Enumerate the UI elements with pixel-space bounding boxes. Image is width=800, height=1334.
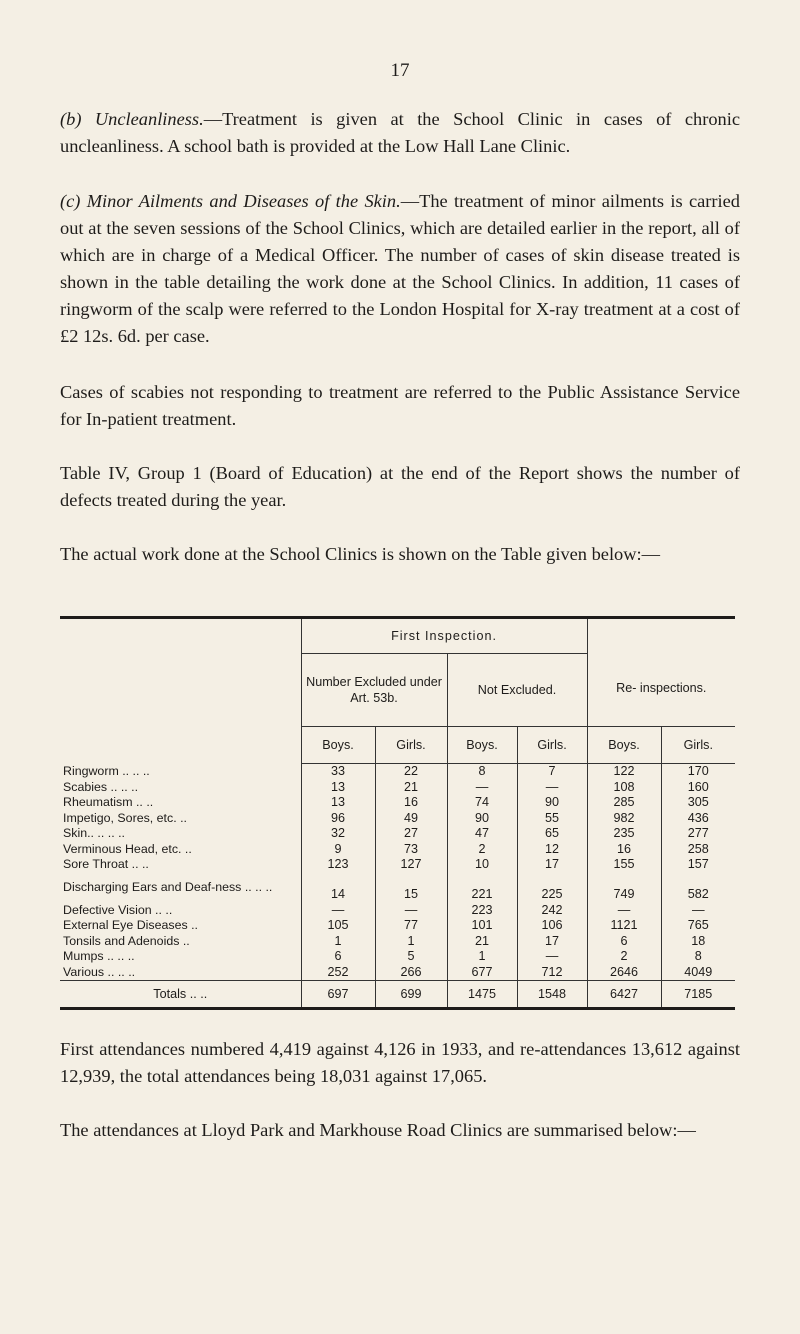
table-row	[60, 949, 735, 965]
table-cell: 77	[375, 918, 447, 934]
paragraph-uncleanliness	[60, 106, 740, 160]
table-cell: 4049	[661, 965, 735, 981]
table-cell: 2646	[587, 965, 661, 981]
table-row	[60, 764, 735, 780]
table-cell: —	[301, 903, 375, 919]
table-cell: —	[447, 780, 517, 796]
table-row	[60, 934, 735, 950]
row-label: Various .. .. ..	[63, 964, 136, 979]
paragraph-minor-ailments	[60, 188, 740, 350]
table-cell: 436	[661, 811, 735, 827]
text-uncleanliness: —Treatment is given at the School Clinic in cases of chronic uncleanliness. A school bath is provided at the Low Hall Lane Clinic.	[60, 109, 740, 156]
paragraph-scabies: Cases of scabies not responding to treatment are referred to the Public Assistance Service for In-patient treatment.	[60, 382, 740, 429]
table-cell: 712	[517, 965, 587, 981]
table-cell: 7	[517, 764, 587, 780]
table-cell: 90	[517, 795, 587, 811]
table-cell: 108	[587, 780, 661, 796]
table-cell: 105	[301, 918, 375, 934]
sub-header-boys: Boys.	[447, 727, 517, 764]
row-label: Tonsils and Adenoids ..	[63, 933, 190, 948]
table-cell: 1	[447, 949, 517, 965]
table-cell: 5	[375, 949, 447, 965]
table-cell: 305	[661, 795, 735, 811]
text-minor-ailments: —The treatment of minor ailments is carried out at the seven sessions of the School Clinics, which are detailed earlier in the report, all of which are in charge of a Medical Officer. The number of cases of skin disease treated is shown in the table detailing the work done at the School Clinics. In addition, 11 cases of ringworm of the scalp were referred to the London Hospital for X-ray treatment at a cost of £2 12s. 6d. per case.	[60, 191, 740, 346]
totals-cell: 697	[301, 981, 375, 1009]
table-cell: 6	[301, 949, 375, 965]
table-cell: 285	[587, 795, 661, 811]
first-inspection-header: First Inspection.	[301, 618, 587, 654]
row-label: Discharging Ears and Deaf-ness .. .. ..	[63, 880, 273, 895]
sub-header-boys: Boys.	[587, 727, 661, 764]
table-cell: 32	[301, 826, 375, 842]
table-row	[60, 795, 735, 811]
table-cell: 258	[661, 842, 735, 858]
table-row	[60, 857, 735, 873]
table-cell: 10	[447, 857, 517, 873]
table-cell: 242	[517, 903, 587, 919]
sub-header-girls: Girls.	[517, 727, 587, 764]
table-cell: 155	[587, 857, 661, 873]
table-cell: 17	[517, 857, 587, 873]
totals-cell: 699	[375, 981, 447, 1009]
row-label: Skin.. .. .. ..	[63, 826, 125, 840]
table-cell: 74	[447, 795, 517, 811]
row-label: Defective Vision .. ..	[63, 902, 173, 917]
excluded-header: Number Excluded under Art. 53b.	[301, 654, 447, 727]
row-label: External Eye Diseases ..	[63, 918, 198, 932]
table-cell: 33	[301, 764, 375, 780]
table-corner-cell	[60, 618, 301, 764]
table-cell: 22	[375, 764, 447, 780]
table-cell: —	[587, 903, 661, 919]
table-cell: 2	[587, 949, 661, 965]
table-cell: 13	[301, 795, 375, 811]
totals-row	[60, 981, 735, 1009]
table-cell: 27	[375, 826, 447, 842]
table-cell: 90	[447, 811, 517, 827]
paragraph-summary: The attendances at Lloyd Park and Markhouse Road Clinics are summarised below:—	[60, 1120, 696, 1140]
row-label: Mumps .. .. ..	[63, 949, 135, 963]
totals-cell: 6427	[587, 981, 661, 1009]
table-cell: 55	[517, 811, 587, 827]
table-cell: 14	[301, 873, 375, 903]
table-cell: 15	[375, 873, 447, 903]
totals-cell: 1548	[517, 981, 587, 1009]
table-cell: 6	[587, 934, 661, 950]
row-label: Verminous Head, etc. ..	[63, 841, 192, 856]
table-cell: 749	[587, 873, 661, 903]
table-cell: —	[375, 903, 447, 919]
clinic-work-table-wrapper	[60, 616, 735, 1010]
table-row	[60, 842, 735, 858]
heading-minor-ailments: (c) Minor Ailments and Diseases of the Skin.	[60, 191, 401, 211]
row-label: Impetigo, Sores, etc. ..	[63, 810, 187, 825]
table-cell: 16	[375, 795, 447, 811]
table-cell: 73	[375, 842, 447, 858]
table-cell: 106	[517, 918, 587, 934]
reinspections-header: Re- inspections.	[587, 618, 735, 727]
table-cell: 266	[375, 965, 447, 981]
table-cell: 127	[375, 857, 447, 873]
table-cell: 252	[301, 965, 375, 981]
table-cell: 49	[375, 811, 447, 827]
table-row	[60, 826, 735, 842]
heading-uncleanliness: (b) Uncleanliness.	[60, 109, 204, 129]
table-cell: 9	[301, 842, 375, 858]
table-cell: 160	[661, 780, 735, 796]
not-excluded-header: Not Excluded.	[447, 654, 587, 727]
sub-header-girls: Girls.	[375, 727, 447, 764]
table-cell: 1	[301, 934, 375, 950]
sub-header-girls: Girls.	[661, 727, 735, 764]
table-cell: 157	[661, 857, 735, 873]
table-cell: 17	[517, 934, 587, 950]
table-cell: 677	[447, 965, 517, 981]
table-cell: 65	[517, 826, 587, 842]
row-label: Sore Throat .. ..	[63, 857, 149, 871]
table-cell: 122	[587, 764, 661, 780]
table-cell: 225	[517, 873, 587, 903]
table-cell: 101	[447, 918, 517, 934]
table-cell: 1121	[587, 918, 661, 934]
table-cell: 123	[301, 857, 375, 873]
table-cell: 47	[447, 826, 517, 842]
table-cell: 277	[661, 826, 735, 842]
row-label: Scabies .. .. ..	[63, 779, 139, 794]
table-cell: 13	[301, 780, 375, 796]
table-cell: 170	[661, 764, 735, 780]
table-row	[60, 903, 735, 919]
table-cell: 235	[587, 826, 661, 842]
table-row	[60, 965, 735, 981]
table-cell: 21	[447, 934, 517, 950]
table-cell: 765	[661, 918, 735, 934]
table-cell: 21	[375, 780, 447, 796]
table-body	[60, 764, 735, 981]
totals-cell: 7185	[661, 981, 735, 1009]
page-number: 17	[390, 60, 410, 81]
row-label: Ringworm .. .. ..	[63, 763, 150, 778]
table-cell: 2	[447, 842, 517, 858]
table-row	[60, 918, 735, 934]
table-cell: —	[661, 903, 735, 919]
sub-header-boys: Boys.	[301, 727, 375, 764]
table-row	[60, 780, 735, 796]
paragraph-table-iv: Table IV, Group 1 (Board of Education) at the end of the Report shows the number of defects treated during the year.	[60, 463, 740, 510]
table-cell: 1	[375, 934, 447, 950]
table-cell: 8	[661, 949, 735, 965]
totals-cell: 1475	[447, 981, 517, 1009]
table-cell: 982	[587, 811, 661, 827]
paragraph-attendances: First attendances numbered 4,419 against 4,126 in 1933, and re-attendances 13,612 against 12,939, the total attendances being 18,031 against 17,065.	[60, 1039, 740, 1086]
table-cell: 8	[447, 764, 517, 780]
table-cell: 12	[517, 842, 587, 858]
totals-label: Totals .. ..	[60, 981, 301, 1009]
clinic-work-table	[60, 616, 735, 1010]
table-cell: 16	[587, 842, 661, 858]
table-cell: 582	[661, 873, 735, 903]
row-label: Rheumatism .. ..	[63, 795, 154, 809]
table-cell: 223	[447, 903, 517, 919]
table-row	[60, 873, 735, 903]
table-cell: —	[517, 949, 587, 965]
table-cell: —	[517, 780, 587, 796]
table-cell: 96	[301, 811, 375, 827]
paragraph-work-done: The actual work done at the School Clinics is shown on the Table given below:—	[60, 544, 661, 564]
table-cell: 221	[447, 873, 517, 903]
table-cell: 18	[661, 934, 735, 950]
table-row	[60, 811, 735, 827]
